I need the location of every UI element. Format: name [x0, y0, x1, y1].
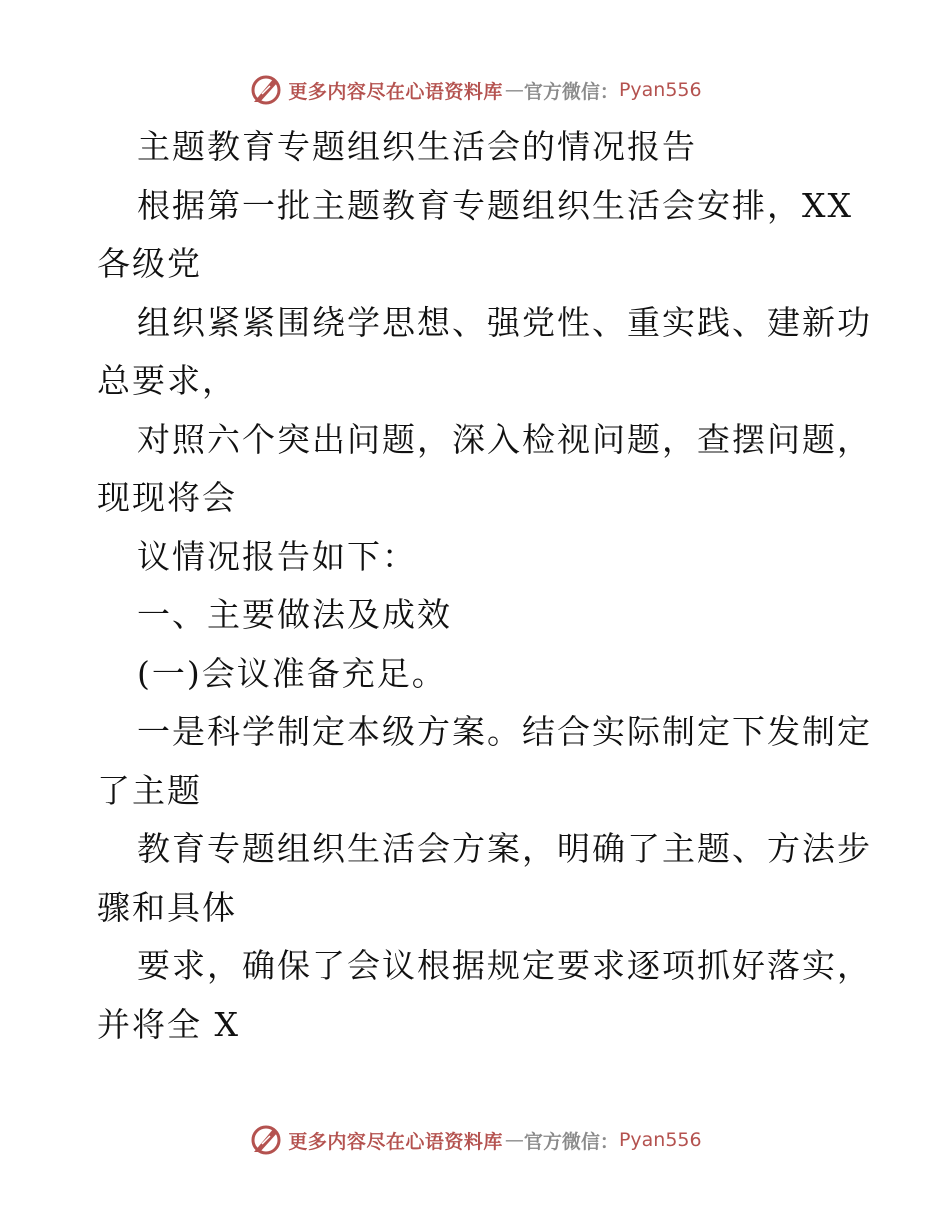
- banner-separator: —: [504, 79, 522, 101]
- text-line: 要求，确保了会议根据规定要求逐项抓好落实，: [137, 946, 872, 985]
- footer-banner: [0, 1120, 950, 1160]
- banner-wechat-label: 官方微信：: [523, 1130, 619, 1153]
- text-line: 根据第一批主题教育专题组织生活会安排，XX: [137, 185, 853, 225]
- text-line: 对照六个突出问题，深入检视问题，查摆问题，: [137, 419, 872, 459]
- text-line: 并将全 X: [97, 1004, 240, 1044]
- banner-text: 更多内容尽在心语资料库: [288, 1130, 503, 1153]
- text-line: 一是科学制定本级方案。结合实际制定下发制定: [137, 712, 872, 751]
- text-line: 主题教育专题组织生活会的情况报告: [137, 127, 697, 166]
- text-line: 现现将会: [97, 478, 237, 517]
- banner-wechat-id: Pyan556: [618, 79, 702, 101]
- text-line: (一)会议准备充足。: [137, 653, 447, 693]
- text-line: 议情况报告如下：: [137, 536, 417, 576]
- banner-separator: —: [504, 1129, 522, 1151]
- text-line: 组织紧紧围绕学思想、强党性、重实践、建新功: [137, 302, 872, 342]
- banner-text: 更多内容尽在心语资料库: [288, 80, 503, 103]
- text-line: 了主题: [97, 770, 202, 810]
- header-banner: [0, 70, 950, 110]
- text-line: 教育专题组织生活会方案，明确了主题、方法步: [137, 829, 872, 868]
- text-line: 总要求，: [97, 361, 237, 400]
- feather-pen-logo-icon: [248, 1122, 284, 1158]
- banner-wechat-id: Pyan556: [618, 1129, 702, 1151]
- banner-wechat-label: 官方微信：: [523, 80, 619, 103]
- text-line: 各级党: [97, 244, 202, 283]
- document-body: [97, 118, 872, 1054]
- feather-pen-logo-icon: [248, 72, 284, 108]
- text-line: 一、主要做法及成效: [137, 595, 452, 634]
- text-line: 骤和具体: [97, 887, 237, 927]
